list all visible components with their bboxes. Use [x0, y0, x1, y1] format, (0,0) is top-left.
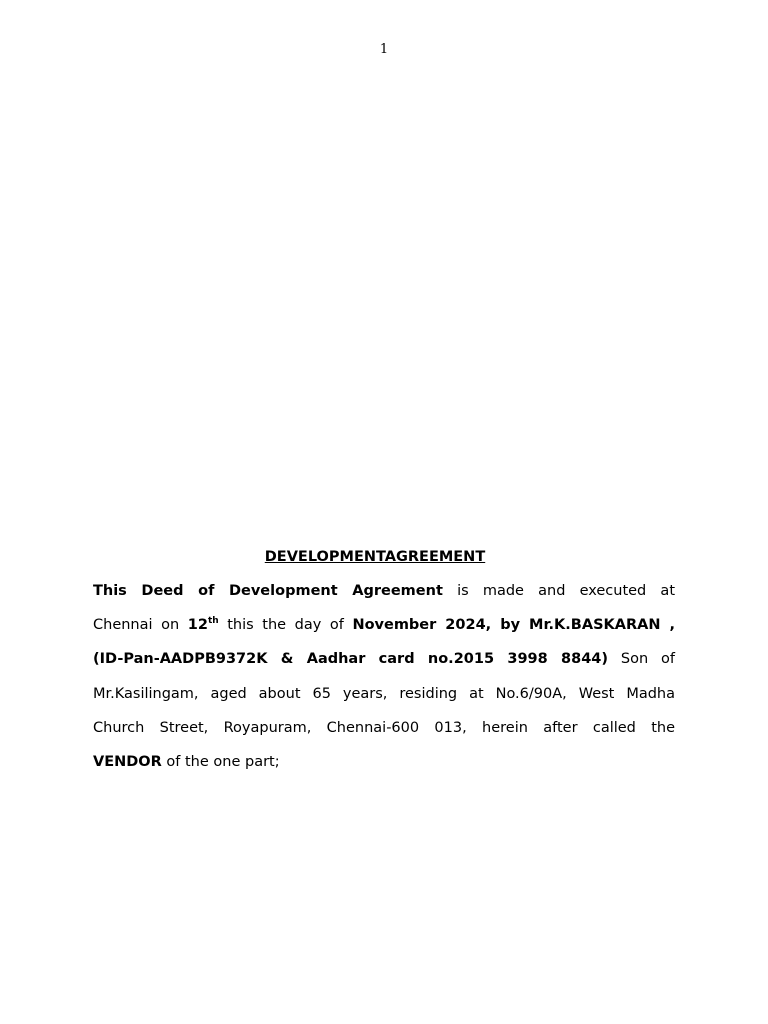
paragraph-line-3: (ID-Pan-AADPB9372K & Aadhar card no.2015 3998 8844) Son of: [93, 651, 676, 668]
paragraph-line-4: Mr.Kasilingam, aged about 65 years, residing at No.6/90A, West Madha: [93, 685, 675, 702]
document-title: DEVELOPMENTAGREEMENT: [264, 549, 486, 565]
execution-day: 12th: [187, 616, 219, 634]
execution-month-year: November 2024: [352, 617, 486, 634]
vendor-name: , by Mr.K.BASKARAN ,: [485, 617, 676, 634]
paragraph-line-5: Church Street, Royapuram, Chennai-600 013, herein after called the: [93, 719, 675, 736]
opening-paragraph: [93, 574, 675, 779]
page-number: 1: [379, 42, 389, 57]
deed-title-text: This Deed of Development Agreement: [93, 583, 443, 599]
paragraph-line-2: Chennai on 12th this the day of November 2024, by Mr.K.BASKARAN ,: [93, 616, 676, 634]
vendor-id-details: (ID-Pan-AADPB9372K & Aadhar card no.2015 3998 8844): [93, 651, 609, 668]
paragraph-line-6: VENDOR of the one part;: [93, 753, 280, 770]
paragraph-line-1: This Deed of Development Agreement is made and executed at: [93, 583, 675, 599]
vendor-label: VENDOR: [93, 753, 162, 770]
